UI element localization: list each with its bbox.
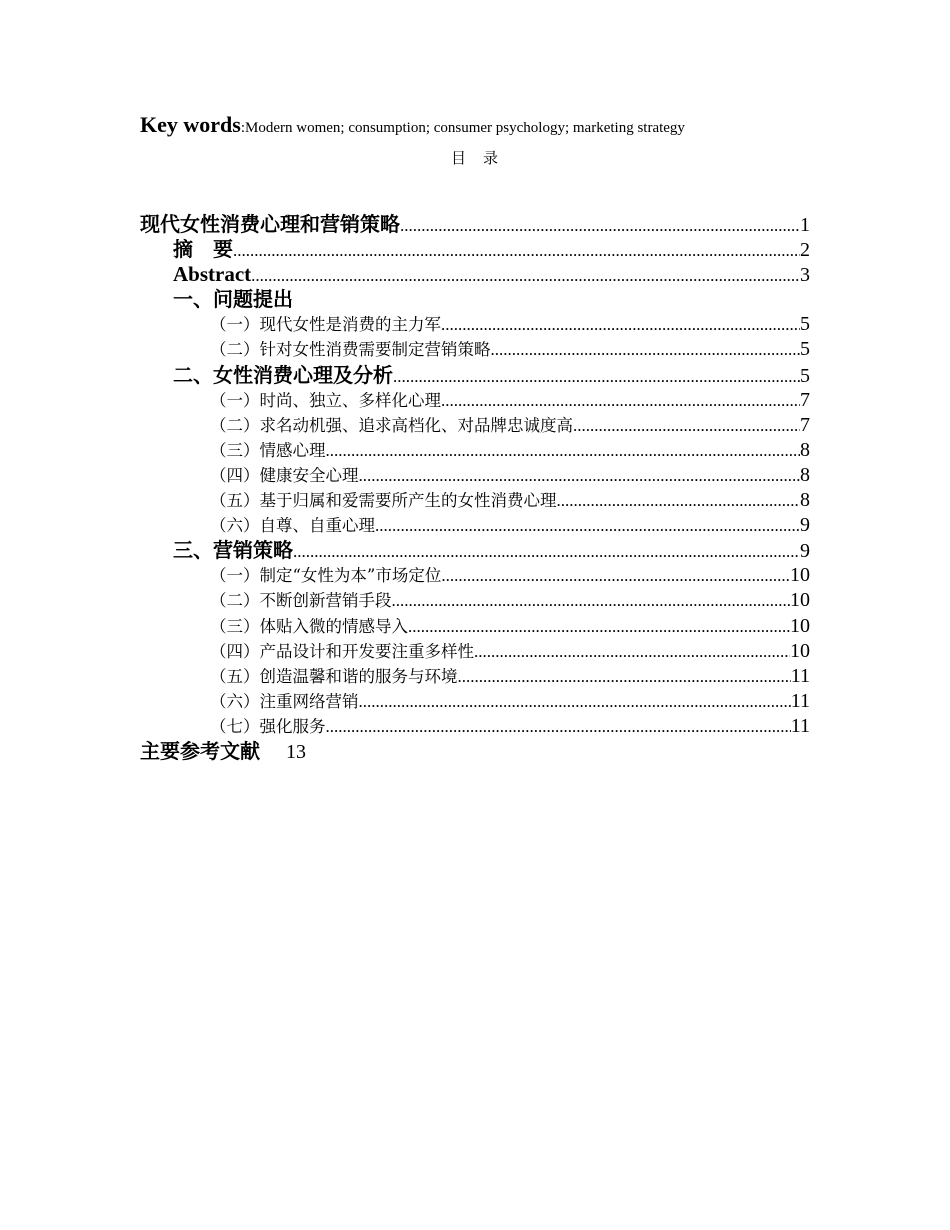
toc-entry[interactable]	[140, 513, 810, 538]
toc-entry-page-number: 10	[790, 589, 810, 612]
toc-entry-title: 主要参考文献	[140, 738, 260, 763]
toc-entry-page-number: 10	[790, 639, 810, 662]
toc-entry-page-number: 5	[800, 364, 810, 387]
toc-entry[interactable]	[140, 287, 810, 312]
toc-entry-page-number: 10	[790, 614, 810, 637]
toc-entry[interactable]	[140, 714, 810, 739]
toc-heading: 目 录	[450, 149, 499, 167]
toc-entry[interactable]	[140, 262, 810, 287]
toc-dot-leader	[557, 488, 801, 513]
toc-entry-page-number: 13	[286, 740, 306, 763]
toc-entry[interactable]	[140, 237, 810, 262]
toc-dot-leader	[458, 664, 791, 689]
toc-dot-leader	[441, 563, 790, 588]
toc-entry[interactable]	[140, 388, 810, 413]
toc-entry[interactable]	[140, 614, 810, 639]
toc-entry[interactable]	[140, 588, 810, 613]
keywords-line	[140, 112, 820, 138]
toc-entry-title: （二）针对女性消费需要制定营销策略	[210, 340, 491, 360]
toc-entry-title: （六）注重网络营销	[210, 691, 359, 711]
toc-entry-title: （六）自尊、自重心理	[210, 516, 375, 536]
toc-entry-page-number: 8	[800, 438, 810, 461]
toc-entry-page-number: 8	[800, 489, 810, 512]
toc-dot-leader	[375, 513, 800, 538]
toc-entry-page-number: 1	[800, 214, 810, 236]
keywords-text: Modern women; consumption; consumer psychology; marketing strategy	[245, 120, 685, 136]
toc-entry[interactable]	[140, 312, 810, 337]
toc-entry[interactable]	[140, 689, 810, 714]
toc-entry-page-number: 9	[800, 540, 810, 563]
toc-dot-leader	[474, 639, 790, 664]
toc-entry-title: 一、问题提出	[173, 287, 293, 312]
toc-entry-title: （七）强化服务	[210, 716, 326, 736]
toc-entry[interactable]	[140, 739, 810, 764]
toc-dot-leader	[393, 364, 800, 389]
toc-entry-title: 现代女性消费心理和营销策略	[140, 212, 400, 236]
toc-dot-leader	[233, 238, 800, 263]
toc-entry-page-number: 11	[790, 689, 810, 712]
toc-dot-leader	[573, 413, 800, 438]
toc-entry-page-number: 5	[800, 338, 810, 361]
toc-entry-title: （一）现代女性是消费的主力军	[210, 315, 441, 335]
toc-entry-title: （二）不断创新营销手段	[210, 591, 392, 611]
toc-entry-page-number: 9	[800, 514, 810, 537]
toc-entry[interactable]	[140, 463, 810, 488]
toc-entry[interactable]	[140, 563, 810, 588]
toc-entry-title: （四）健康安全心理	[210, 465, 359, 485]
toc-entry[interactable]	[140, 413, 810, 438]
toc-entry-title: 三、营销策略	[173, 538, 293, 563]
toc-entry[interactable]	[140, 538, 810, 563]
toc-dot-leader	[326, 438, 801, 463]
toc-entry[interactable]	[140, 639, 810, 664]
toc-dot-leader	[392, 588, 791, 613]
toc-entry-title: （一）制定“女性为本”市场定位	[210, 566, 442, 586]
toc-entry-page-number: 8	[800, 463, 810, 486]
toc-dot-leader	[293, 539, 800, 564]
toc-entry-title: Abstract	[173, 262, 252, 287]
toc-dot-leader	[359, 463, 801, 488]
toc-dot-leader	[400, 213, 800, 238]
toc-dot-leader	[251, 263, 800, 288]
toc-entry[interactable]	[140, 212, 810, 237]
toc-entry[interactable]	[140, 488, 810, 513]
toc-entry-title: 摘 要	[173, 237, 233, 262]
toc-entry-title: （四）产品设计和开发要注重多样性	[210, 641, 474, 661]
toc-entry-title: （三）情感心理	[210, 440, 326, 460]
toc-entry-title: （五）基于归属和爱需要所产生的女性消费心理	[210, 491, 557, 511]
table-of-contents	[140, 212, 810, 764]
toc-entry-title: （一）时尚、独立、多样化心理	[210, 390, 441, 410]
keywords-label: Key words	[140, 112, 241, 137]
toc-dot-leader	[326, 714, 791, 739]
toc-entry-title: 二、女性消费心理及分析	[173, 362, 393, 387]
toc-dot-leader	[359, 689, 791, 714]
toc-entry-title: （五）创造温馨和谐的服务与环境	[210, 666, 458, 686]
toc-entry[interactable]	[140, 363, 810, 388]
toc-entry-page-number: 11	[790, 714, 810, 737]
toc-entry-page-number: 5	[800, 313, 810, 336]
toc-entry-page-number: 7	[800, 413, 810, 436]
toc-entry-title: （三）体贴入微的情感导入	[210, 616, 408, 636]
toc-entry-page-number: 11	[790, 664, 810, 687]
toc-entry-title: （二）求名动机强、追求高档化、对品牌忠诚度高	[210, 415, 573, 435]
keywords-separator: :	[240, 120, 245, 136]
toc-entry[interactable]	[140, 337, 810, 362]
toc-entry-page-number: 7	[800, 388, 810, 411]
toc-entry[interactable]	[140, 438, 810, 463]
toc-entry-page-number: 3	[800, 264, 810, 287]
toc-dot-leader	[441, 388, 800, 413]
toc-dot-leader	[408, 614, 790, 639]
toc-entry[interactable]	[140, 664, 810, 689]
toc-entry-page-number: 2	[800, 239, 810, 262]
toc-dot-leader	[491, 337, 801, 362]
toc-entry-page-number: 10	[790, 564, 810, 587]
toc-dot-leader	[441, 312, 800, 337]
